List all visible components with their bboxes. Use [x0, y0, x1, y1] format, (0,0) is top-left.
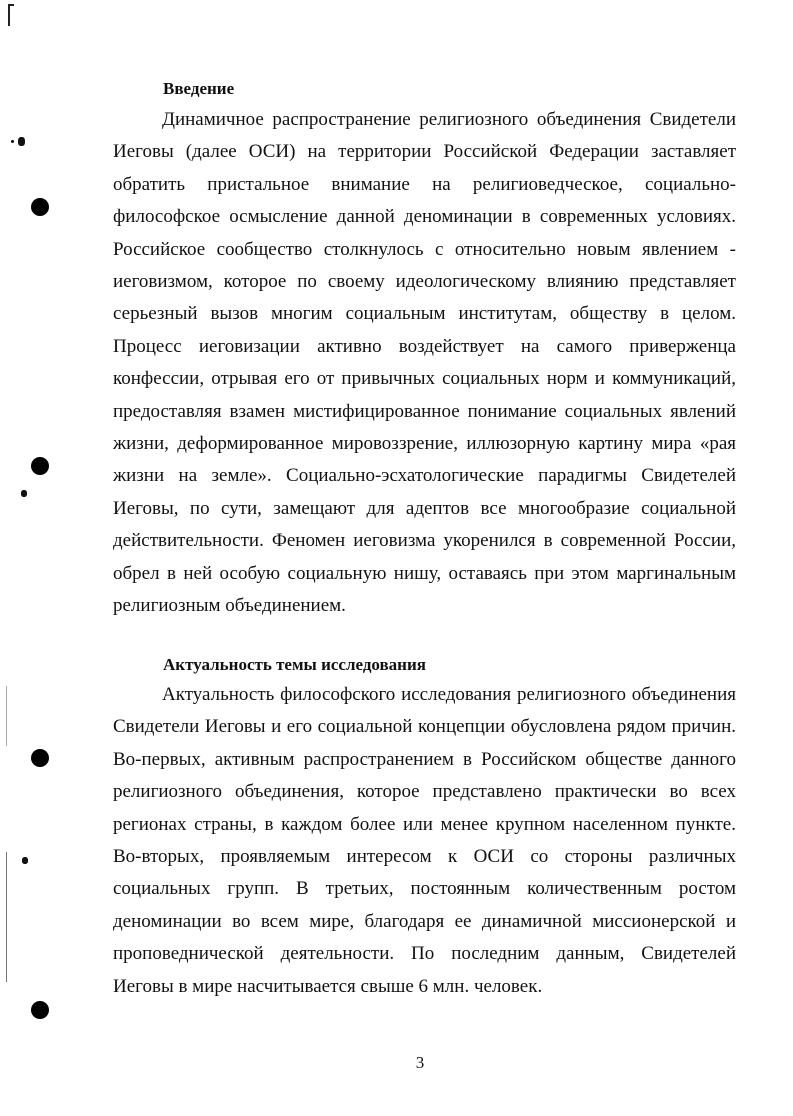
- punch-hole: [31, 749, 49, 767]
- scan-speck: [11, 140, 14, 143]
- punch-hole: [31, 1001, 49, 1019]
- section-heading-relevance: Актуальность темы исследования: [163, 655, 426, 674]
- scan-edge-mark: [8, 4, 14, 6]
- punch-hole: [31, 457, 49, 475]
- punch-hole: [31, 198, 49, 216]
- scan-edge-mark: [8, 4, 10, 26]
- section-paragraph-relevance: Актуальность философского исследования религиозного объединения Свидетели Иеговы и его социальной концепции обусловлена рядом причин. Во-первых, активным распространением в Российском обществе данного религиозного объединения, которое представлено практически во всех регионах страны, в каждом более или менее крупном населенном пункте. Во-вторых, проявляемым интересом к ОСИ со стороны различных социальных групп. В третьих, постоянным количественным ростом деноминации во всем мире, благодаря ее динамичной миссионерской и проповеднической деятельности. По последним данным, Свидетелей Иеговы в мире насчитывается свыше 6 млн. человек.: [113, 684, 736, 997]
- section-paragraph-introduction: Динамичное распространение религиозного объединения Свидетели Иеговы (далее ОСИ) на территории Российской Федерации заставляет обратить пристальное внимание на религиоведческое, социально-философское осмысление данной деноминации в современных условиях. Российское сообщество столкнулось с относительно новым явлением - иеговизмом, которое по своему идеологическому влиянию представляет серьезный вызов многим социальным институтам, обществу в целом. Процесс иеговизации активно воздействует на самого приверженца конфессии, отрывая его от привычных социальных норм и коммуникаций, предоставляя взамен мистифицированное понимание социальных явлений жизни, деформированное мировоззрение, иллюзорную картину мира «рая жизни на земле». Социально-эсхатологические парадигмы Свидетелей Иеговы, по сути, замещают для адептов все многообразие социальной действительности. Феномен иеговизма укоренился в современной России, обрел в ней особую социальную нишу, оставаясь при этом маргинальным религиозным объединением.: [113, 109, 736, 617]
- section-heading-introduction: Введение: [163, 79, 235, 98]
- page-number: 3: [415, 1053, 425, 1072]
- scan-edge-mark: [6, 686, 7, 746]
- scan-edge-mark: [6, 852, 7, 982]
- scan-speck: [22, 857, 28, 864]
- scan-speck: [18, 137, 25, 146]
- scan-speck: [21, 490, 27, 497]
